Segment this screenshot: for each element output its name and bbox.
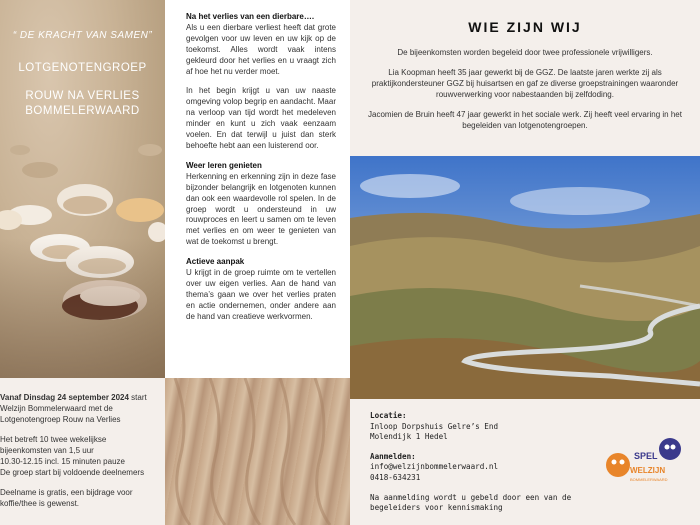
about-us-section bbox=[350, 0, 700, 156]
cost-line-2: koffie/thee is gewenst. bbox=[0, 499, 80, 508]
logo-sub: BOMMELERWAARD bbox=[630, 477, 668, 482]
logo-spel: SPEL bbox=[634, 451, 658, 461]
heading-aanpak: Actieve aanpak bbox=[186, 257, 245, 267]
cost-info bbox=[0, 487, 165, 509]
schedule-line-1: Het betreft 10 twee wekelijkse bbox=[0, 435, 107, 444]
paragraph-genieten: Herkenning en erkenning zijn in deze fase bijzonder belangrijk en lotgenoten kunnen dan ook een waardevolle rol spelen. In de groep wordt u ondersteund in uw rouwproces en leert u samen om te leven met verlies en om weer te genieten van wat de toekomst u brengt. bbox=[186, 171, 336, 247]
cost-line-1: Deelname is gratis, een bijdrage voor bbox=[0, 488, 133, 497]
location-line-1: Inloop Dorpshuis Gelre’s End bbox=[370, 421, 499, 431]
slogan-text: “ DE KRACHT VAN SAMEN” bbox=[12, 30, 153, 41]
contact-section bbox=[350, 399, 700, 525]
group-subtitle bbox=[0, 89, 165, 119]
sand-ripples-photo bbox=[165, 378, 350, 525]
ripple-lines bbox=[165, 378, 350, 525]
subtitle-line-2: BOMMELERWAARD bbox=[25, 105, 140, 117]
email-link[interactable]: info@welzijnbommelerwaard.nl bbox=[370, 462, 499, 472]
signup-note-1: Na aanmelding wordt u gebeld door een van de bbox=[370, 492, 572, 502]
about-intro: De bijeenkomsten worden begeleid door twee professionele vrijwilligers. bbox=[397, 48, 653, 57]
schedule-line-2: bijeenkomsten van 1,5 uur bbox=[0, 446, 94, 455]
heading-genieten: Weer leren genieten bbox=[186, 160, 262, 170]
signup-note-2: begeleiders voor kennismaking bbox=[370, 503, 503, 513]
about-us-title: WIE ZIJN WIJ bbox=[468, 19, 582, 35]
start-rest: start bbox=[128, 393, 147, 402]
subtitle-line-1: ROUW NA VERLIES bbox=[25, 90, 140, 102]
about-jacomien: Jacomien de Bruin heeft 47 jaar gewerkt in het sociale werk. Zij heeft veel ervaring in het begeleiden van lotgenotengroepen. bbox=[368, 110, 682, 130]
location-label: Locatie: bbox=[370, 411, 407, 420]
paragraph-aanpak: U krijgt in de groep ruimte om te vertellen over uw eigen verlies. Aan de hand van thema’s gaan we over het verlies praten en actie ondernemen, onder andere aan de hand van creatieve werkvormen. bbox=[186, 268, 336, 321]
schedule-line-3: 10.30-12.15 incl. 15 minuten pauze bbox=[0, 457, 125, 466]
schedule-line-4: De groep start bij voldoende deelnemers bbox=[0, 468, 145, 477]
heading-verlies: Na het verlies van een dierbare…. bbox=[186, 12, 315, 21]
phone-number: 0418-634231 bbox=[370, 472, 421, 482]
beach-shells-photo bbox=[0, 0, 165, 378]
schedule-info bbox=[0, 434, 165, 478]
group-title: LOTGENOTENGROEP bbox=[18, 62, 147, 74]
dune-landscape-photo bbox=[350, 156, 700, 399]
left-info-text bbox=[0, 378, 165, 525]
location-line-2: Molendijk 1 Hedel bbox=[370, 432, 448, 442]
middle-column bbox=[165, 0, 350, 378]
start-date: Vanaf Dinsdag 24 september 2024 bbox=[0, 393, 129, 402]
dune-illustration bbox=[350, 156, 700, 399]
signup-label: Aanmelden: bbox=[370, 451, 416, 461]
about-lia: Lia Koopman heeft 35 jaar gewerkt bij de GGZ. De laatste jaren werkte zij als praktijkondersteuner GGZ bij huisartsen en gaf ze diverse groepstrainingen waaronder rouwverwerking voor nabestaanden bij zelfdoding. bbox=[371, 68, 679, 99]
paragraph-begrip: In het begin krijgt u van uw naaste omgeving volop begrip en aandacht. Maar na verloop van tijd wordt het medeleven minder en kunt u zich vaak eenzaam voelen. En dat terwijl u juist dan sterk behoefte hebt aan een luisterend oor. bbox=[186, 86, 336, 150]
paragraph-verlies: Als u een dierbare verliest heeft dat grote gevolgen voor uw leven en uw kijk op de toekomst. Alles wordt vaak intens gekleurd door het verlies en u vraagt zich af hoe het nu verder moet. bbox=[186, 22, 336, 76]
start-info bbox=[0, 392, 165, 425]
welzijn-logo bbox=[602, 437, 684, 489]
left-column bbox=[0, 0, 165, 525]
start-line-2: Welzijn Bommelerwaard met de bbox=[0, 404, 113, 413]
logo-welzijn: WELZIJN bbox=[630, 466, 666, 475]
start-line-3: Lotgenotengroep Rouw na Verlies bbox=[0, 415, 121, 424]
